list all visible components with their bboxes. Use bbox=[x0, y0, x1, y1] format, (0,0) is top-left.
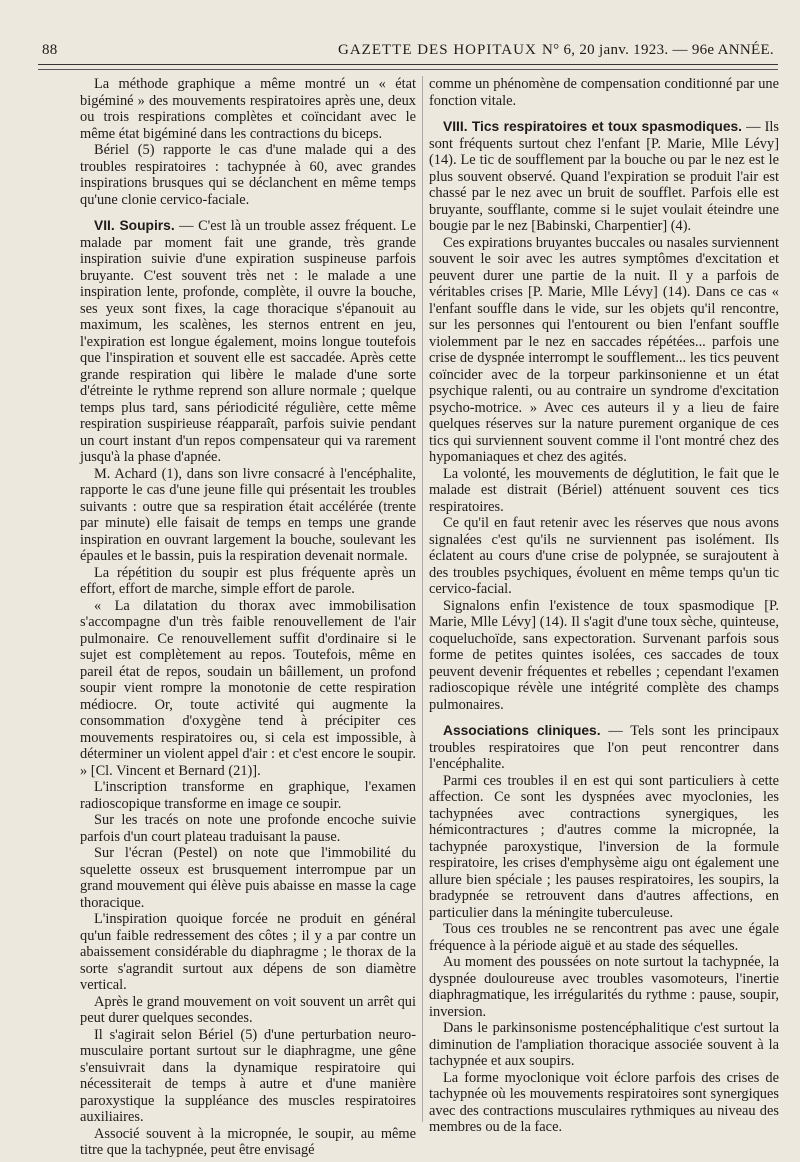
paragraph: La forme myoclonique voit éclore parfois des crises de tachypnée où les mouvements respiratoires sont synergiques avec des contractions musculaires rythmiques au niveau des membres ou de la face. bbox=[429, 1069, 779, 1135]
paragraph: Dans le parkinsonisme postencéphalitique c'est surtout la diminution de l'ampliation thoracique associée souvent à la tachypnée et aux soupirs. bbox=[429, 1020, 779, 1069]
page-number: 88 bbox=[42, 42, 58, 58]
header-rule-top bbox=[38, 64, 778, 65]
right-column bbox=[429, 76, 779, 1142]
section-viii bbox=[429, 119, 779, 235]
section-heading: Associations cliniques. bbox=[443, 723, 601, 738]
section-body: — Tels sont les principaux troubles respiratoires que l'on peut rencontrer dans l'encéphalite. bbox=[429, 723, 780, 772]
column-divider bbox=[422, 76, 423, 1122]
paragraph: La répétition du soupir est plus fréquente après un effort, effort de marche, simple effort de parole. bbox=[80, 564, 416, 597]
left-column bbox=[80, 76, 416, 1158]
paragraph: La volonté, les mouvements de déglutition, le fait que le malade est distrait (Bériel) atténuent souvent ces tics respiratoires. bbox=[429, 465, 779, 515]
paragraph: M. Achard (1), dans son livre consacré à l'encéphalite, rapporte le cas d'une jeune fille qui présentait les troubles suivants : outre que sa respiration était accélérée (trente par minute) elle faisait de temps en temps une grande inspiration en ouvrant largement la bouche, soulevant les épaules et le bassin, puis la respiration devenait normale. bbox=[80, 465, 416, 564]
paragraph: Bériel (5) rapporte le cas d'une malade qui a des troubles respiratoires : tachypnée à 60, avec grandes inspirations brusques qui se déclanchent en même temps qu'une clonie cervico-faciale. bbox=[80, 142, 416, 208]
paragraph: Tous ces troubles ne se rencontrent pas avec une égale fréquence à la période aiguë et au stade des séquelles. bbox=[429, 921, 779, 954]
paragraph: Ces expirations bruyantes buccales ou nasales surviennent souvent le soir avec les autres symptômes d'excitation et peuvent durer une partie de la nuit. Il y a parfois de véritables crises [P. Marie, Mlle Lévy] (14). Dans ce cas « l'enfant souffle dans le vide, sur les objets qu'il rencontre, sur les personnes qui l'entourent ou bien l'enfant souffle violemment par le nez en saccades répétées... parfois une crise de dyspnée interrompt le soufflement... les tics peuvent coïncider avec de la torpeur parkinsonienne et un état psychique ralenti, ou au contraire un syndrome d'excitation psycho-motrice. » Avec ces auteurs il y a lieu de faire quelques réserves sur la nature purement organique de ces tics qui surviennent souvent comme il l'ont montré chez des hypomaniaques et chez des agités. bbox=[429, 234, 779, 465]
paragraph: Signalons enfin l'existence de toux spasmodique [P. Marie, Mlle Lévy] (14). Il s'agit d'une toux sèche, quinteuse, coqueluchoïde, sans expectoration. Survenant parfois sous forme de petites quintes isolées, ces saccades de toux peuvent devenir fréquentes et rebelles ; cependant l'examen radioscopique révèle une intégrité complète des champs pulmonaires. bbox=[429, 597, 779, 713]
paragraph: Sur les tracés on note une profonde encoche suivie parfois d'un court plateau traduisant la pause. bbox=[80, 812, 416, 845]
paragraph: Il s'agirait selon Bériel (5) d'une perturbation neuro-musculaire portant surtout sur le diaphragme, une gêne s'ensuivrait dans la dynamique respiratoire qui nécessiterait de temps à autre et d'une manière paroxystique la suppléance des muscles respiratoires auxiliaires. bbox=[80, 1026, 416, 1125]
quotation: « La dilatation du thorax avec immobilisation s'accompagne d'un très faible renouvellement de l'air pulmonaire. Ce renouvellement suffit d'ordinaire si le sujet est complètement au repos. Toutefois, même en pareil état de repos, soudain un bâillement, un profond soupir vient rompre la monotonie de cette respiration médiocre. Or, toute activité qui augmente la consommation d'oxygène tend à précipiter ces mouvements respiratoires ou, si cela est impossible, à déterminer un violent appel d'air : et c'est encore le soupir. » [Cl. Vincent et Bernard (21)]. bbox=[80, 597, 416, 779]
paragraph: comme un phénomène de compensation conditionné par une fonction vitale. bbox=[429, 76, 779, 109]
paragraph: Ce qu'il en faut retenir avec les réserves que nous avons signalées c'est qu'ils ne surviennent pas isolément. Ils éclatent au cours d'une crise de polypnée, se surajoutent à des troubles psychiques, évoluent en même temps qu'un tic cervico-facial. bbox=[429, 515, 779, 597]
section-associations bbox=[429, 723, 779, 773]
paragraph: Après le grand mouvement on voit souvent un arrêt qui peut durer quelques secondes. bbox=[80, 993, 416, 1026]
section-body: — Ils sont fréquents surtout chez l'enfant [P. Marie, Mlle Lévy] (14). Le tic de soufflement par la bouche ou par le nez est le plus souvent observé. Quand l'expiration se produit l'air est chassé par le nez avec un bruit de soufflet. Parfois elle est bruyante, soufflante, comme si le sujet voulait éteindre une bougie par le nez [Babinski, Charpentier] (4). bbox=[429, 119, 780, 234]
journal-title: GAZETTE DES HOPITAUX bbox=[338, 42, 537, 58]
paragraph: L'inspiration quoique forcée ne produit en général qu'un faible redressement des côtes ; il y a par contre un abaissement considérable du diaphragme ; le thorax de la sorte s'agrandit surtout aux dépens de son diamètre vertical. bbox=[80, 911, 416, 993]
paragraph: La méthode graphique a même montré un « état bigéminé » des mouvements respiratoires après une, deux ou trois respirations complètes et coïncidant avec le même état bigéminé dans les contractions du biceps. bbox=[80, 76, 416, 142]
section-heading: VIII. Tics respiratoires et toux spasmodiques. bbox=[443, 119, 743, 134]
paragraph: Sur l'écran (Pestel) on note que l'immobilité du squelette osseux est brusquement interrompue par un grand mouvement qui élève puis abaisse en masse la cage thoracique. bbox=[80, 845, 416, 911]
section-vii bbox=[80, 218, 416, 466]
section-body: — C'est là un trouble assez fréquent. Le malade par moment fait une grande, très grande inspiration suivie d'une expiration suspineuse parfois bruyante. C'est souvent très net : le malade a une inspiration lente, profonde, complète, il ouvre la bouche, ses yeux sont fixes, la cage thoracique s'épanouit au maximum, les scalènes, les sternos entrent en jeu, l'expiration est longue également, moins longue toutefois que l'inspiration et souvent elle est saccadée. Après cette grande respiration qui libère le malade d'une sorte d'étreinte le rythme reprend son allure normale ; quelque temps plus tard, sans périodicité régulière, cette même respiration suspirieuse réapparaît, parfois suivie pendant un court instant d'un repos compensateur qui va rarement jusqu'à la phase d'apnée. bbox=[80, 218, 416, 465]
paragraph: Associé souvent à la micropnée, le soupir, au même titre que la tachypnée, peut être envisagé bbox=[80, 1125, 416, 1158]
paragraph: L'inscription transforme en graphique, l'examen radioscopique transforme en image ce soupir. bbox=[80, 779, 416, 812]
header-rule-bottom bbox=[38, 69, 778, 70]
paragraph: Au moment des poussées on note surtout la tachypnée, la dyspnée douloureuse avec troubles vasomoteurs, l'inertie diaphragmatique, les irrégularités du rythme : pause, soupir, inversion. bbox=[429, 954, 779, 1020]
section-heading: VII. Soupirs. bbox=[94, 218, 175, 233]
paragraph: Parmi ces troubles il en est qui sont particuliers à cette affection. Ce sont les dyspnées avec myoclonies, les tachypnées avec contractions synergiques, les hémicontractures ; d'autres comme la micropnée, la tachypnée paroxystique, l'inversion de la formule respiratoire, les crises d'emphysème aigu ont également une allure bien spéciale ; les pauses respiratoires, les soupirs, la bradypnée se retrouvent dans d'autres affections, en particulier dans la méningite tuberculeuse. bbox=[429, 772, 779, 921]
issue-info: N° 6, 20 janv. 1923. — 96e ANNÉE. bbox=[542, 42, 774, 58]
running-header bbox=[38, 38, 778, 60]
